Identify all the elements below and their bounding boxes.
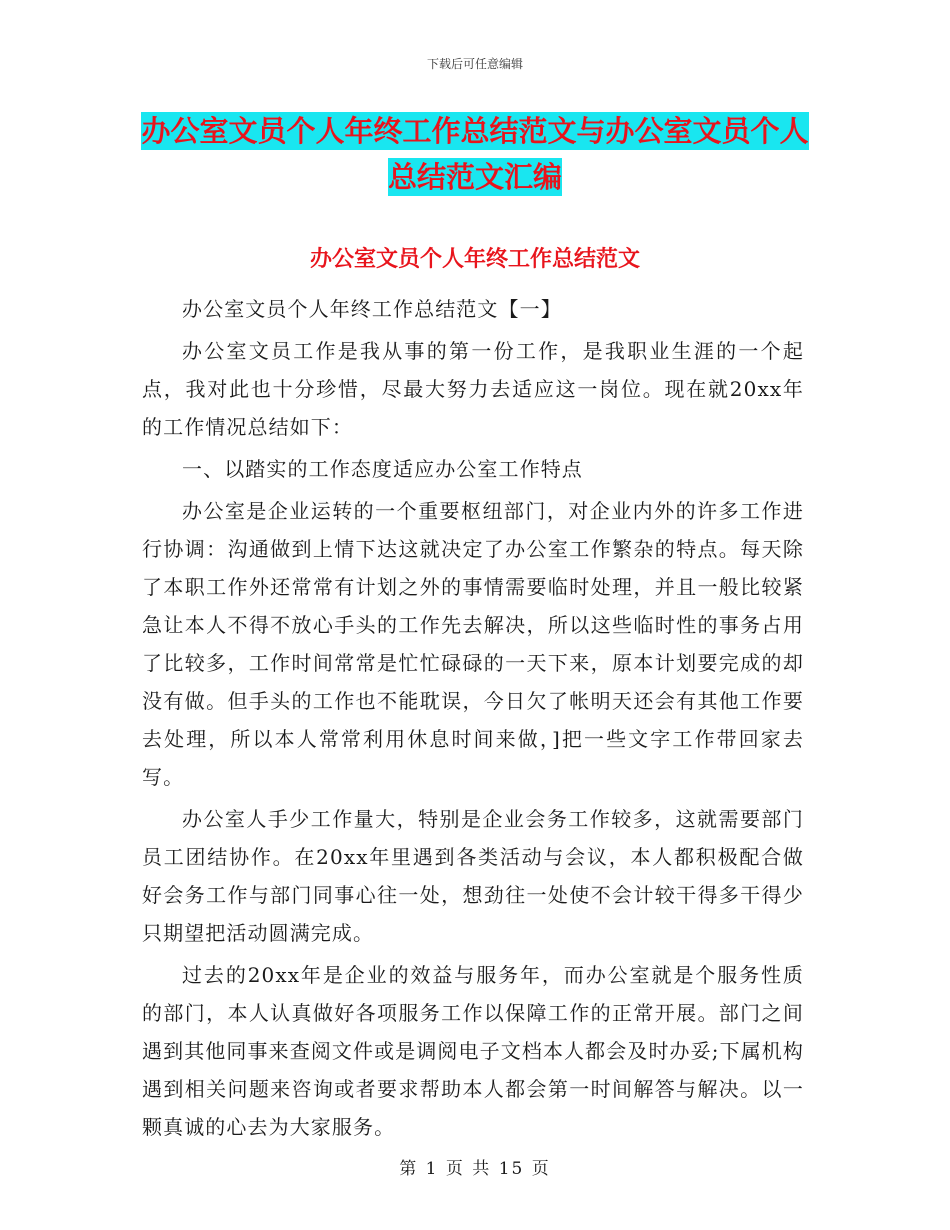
paragraph-office-role: 办公室是企业运转的一个重要枢纽部门，对企业内外的许多工作进行协调：沟通做到上情下达这就决定了办公室工作繁杂的特点。每天除了本职工作外还常常有计划之外的事情需要临时处理，并且一般比较紧急让本人不得不放心手头的工作先去解决，所以这些临时性的事务占用了比较多，工作时间常常是忙忙碌碌的一天下来，原本计划要完成的却没有做。但手头的工作也不能耽误，今日欠了帐明天还会有其他工作要去处理，所以本人常常利用休息时间来做，]把一些文字工作带回家去写。 xyxy=(142,499,804,789)
page-number: 第 1 页 共 15 页 xyxy=(399,1159,551,1179)
paragraph-subtitle: 办公室文员个人年终工作总结范文【一】 xyxy=(182,297,562,321)
paragraph-teamwork: 办公室人手少工作量大，特别是企业会务工作较多，这就需要部门员工团结协作。在20xx年里遇到各类活动与会议，本人都积极配合做好会务工作与部门同事心往一处，想劲往一处使不会计较干得多干得少只期望把活动圆满完成。 xyxy=(142,807,804,945)
document-body xyxy=(142,290,804,1150)
document-title-line-1: 办公室文员个人年终工作总结范文与办公室文员个人 xyxy=(141,114,809,148)
document-title-line-2: 总结范文汇编 xyxy=(387,160,562,194)
paragraph-heading-1: 一、以踏实的工作态度适应办公室工作特点 xyxy=(182,457,583,481)
section-title: 办公室文员个人年终工作总结范文 xyxy=(309,247,640,272)
paragraph-intro: 办公室文员工作是我从事的第一份工作，是我职业生涯的一个起点，我对此也十分珍惜，尽最大努力去适应这一岗位。现在就20xx年的工作情况总结如下： xyxy=(142,339,804,439)
page-header-note: 下载后可任意编辑 xyxy=(426,57,523,71)
document-title xyxy=(0,108,950,200)
paragraph-service: 过去的20xx年是企业的效益与服务年，而办公室就是个服务性质的部门，本人认真做好各项服务工作以保障工作的正常开展。部门之间遇到其他同事来查阅文件或是调阅电子文档本人都会及时办妥;下属机构遇到相关问题来咨询或者要求帮助本人都会第一时间解答与解决。以一颗真诚的心去为大家服务。 xyxy=(142,963,804,1139)
